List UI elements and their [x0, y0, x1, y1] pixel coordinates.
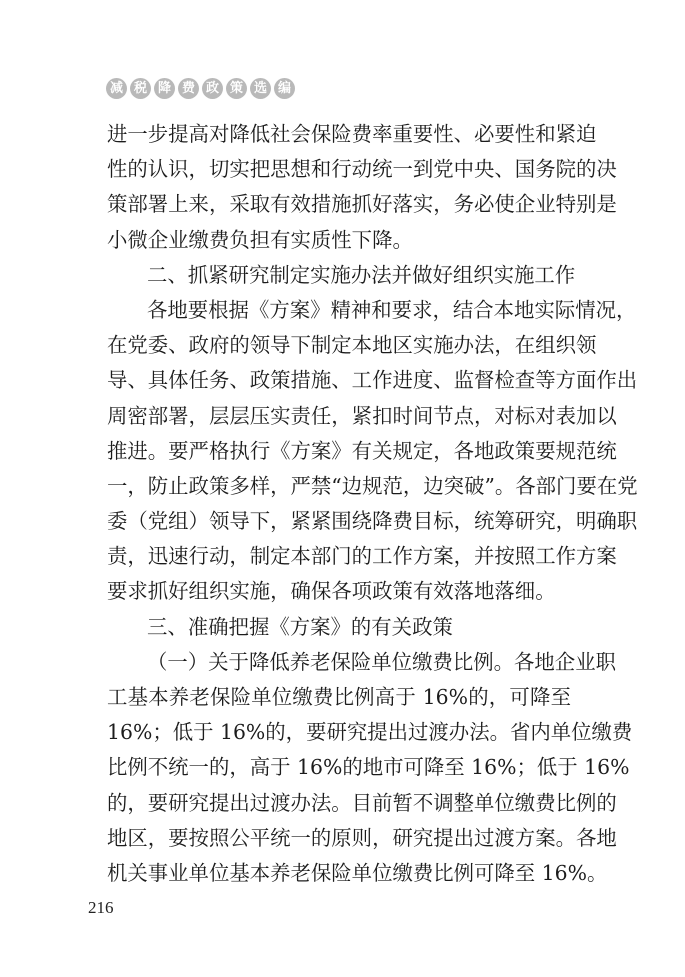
text-line: 各地要根据《方案》精神和要求，结合本地实际情况， [147, 297, 637, 322]
header-char: 政 [202, 78, 223, 99]
text-line: 导、具体任务、政策措施、工作进度、监督检查等方面作出 [107, 368, 638, 393]
text-line: 的，要研究提出过渡办法。目前暂不调整单位缴费比例的 [107, 790, 617, 815]
text-line: 要求抓好组织实施，确保各项政策有效落地落细。 [107, 579, 556, 604]
text-line: 委（党组）领导下，紧紧围绕降费目标，统筹研究，明确职 [107, 509, 638, 534]
text-line: 工基本养老保险单位缴费比例高于 16%的，可降至 [107, 685, 571, 709]
text-line: 责，迅速行动，制定本部门的工作方案，并按照工作方案 [107, 544, 617, 569]
header-char: 税 [130, 78, 151, 99]
text-line: 16%；低于 16%的，要研究提出过渡办法。省内单位缴费 [107, 720, 633, 745]
header-char: 策 [226, 78, 247, 99]
header-char: 降 [154, 78, 175, 99]
text-line: 比例不统一的，高于 16%的地市可降至 16%；低于 16% [107, 755, 630, 780]
text-line: （一）关于降低养老保险单位缴费比例。各地企业职 [147, 649, 616, 674]
text-line: 推进。要严格执行《方案》有关规定，各地政策要规范统 [107, 438, 617, 463]
text-line: 机关事业单位基本养老保险单位缴费比例可降至 16%。 [107, 860, 608, 885]
text-line: 周密部署，层层压实责任，紧扣时间节点，对标对表加以 [107, 403, 617, 428]
body-text [107, 117, 638, 891]
header-char: 减 [106, 78, 127, 99]
text-line: 小微企业缴费负担有实质性下降。 [107, 227, 413, 252]
section-heading: 二、抓紧研究制定实施办法并做好组织实施工作 [147, 262, 576, 287]
text-line: 一，防止政策多样，严禁“边规范，边突破”。各部门要在党 [107, 473, 638, 498]
header-char: 选 [250, 78, 271, 99]
text-line: 地区，要按照公平统一的原则，研究提出过渡方案。各地 [107, 825, 617, 850]
text-line: 进一步提高对降低社会保险费率重要性、必要性和紧迫 [107, 122, 597, 146]
running-header [106, 78, 295, 99]
text-line: 策部署上来，采取有效措施抓好落实，务必使企业特别是 [107, 192, 617, 217]
text-line: 在党委、政府的领导下制定本地区实施办法，在组织领 [107, 333, 597, 358]
text-line: 性的认识，切实把思想和行动统一到党中央、国务院的决 [107, 157, 617, 182]
header-char: 费 [178, 78, 199, 99]
section-heading: 三、准确把握《方案》的有关政策 [147, 614, 453, 639]
page-number: 216 [88, 898, 114, 917]
header-char: 编 [274, 78, 295, 99]
